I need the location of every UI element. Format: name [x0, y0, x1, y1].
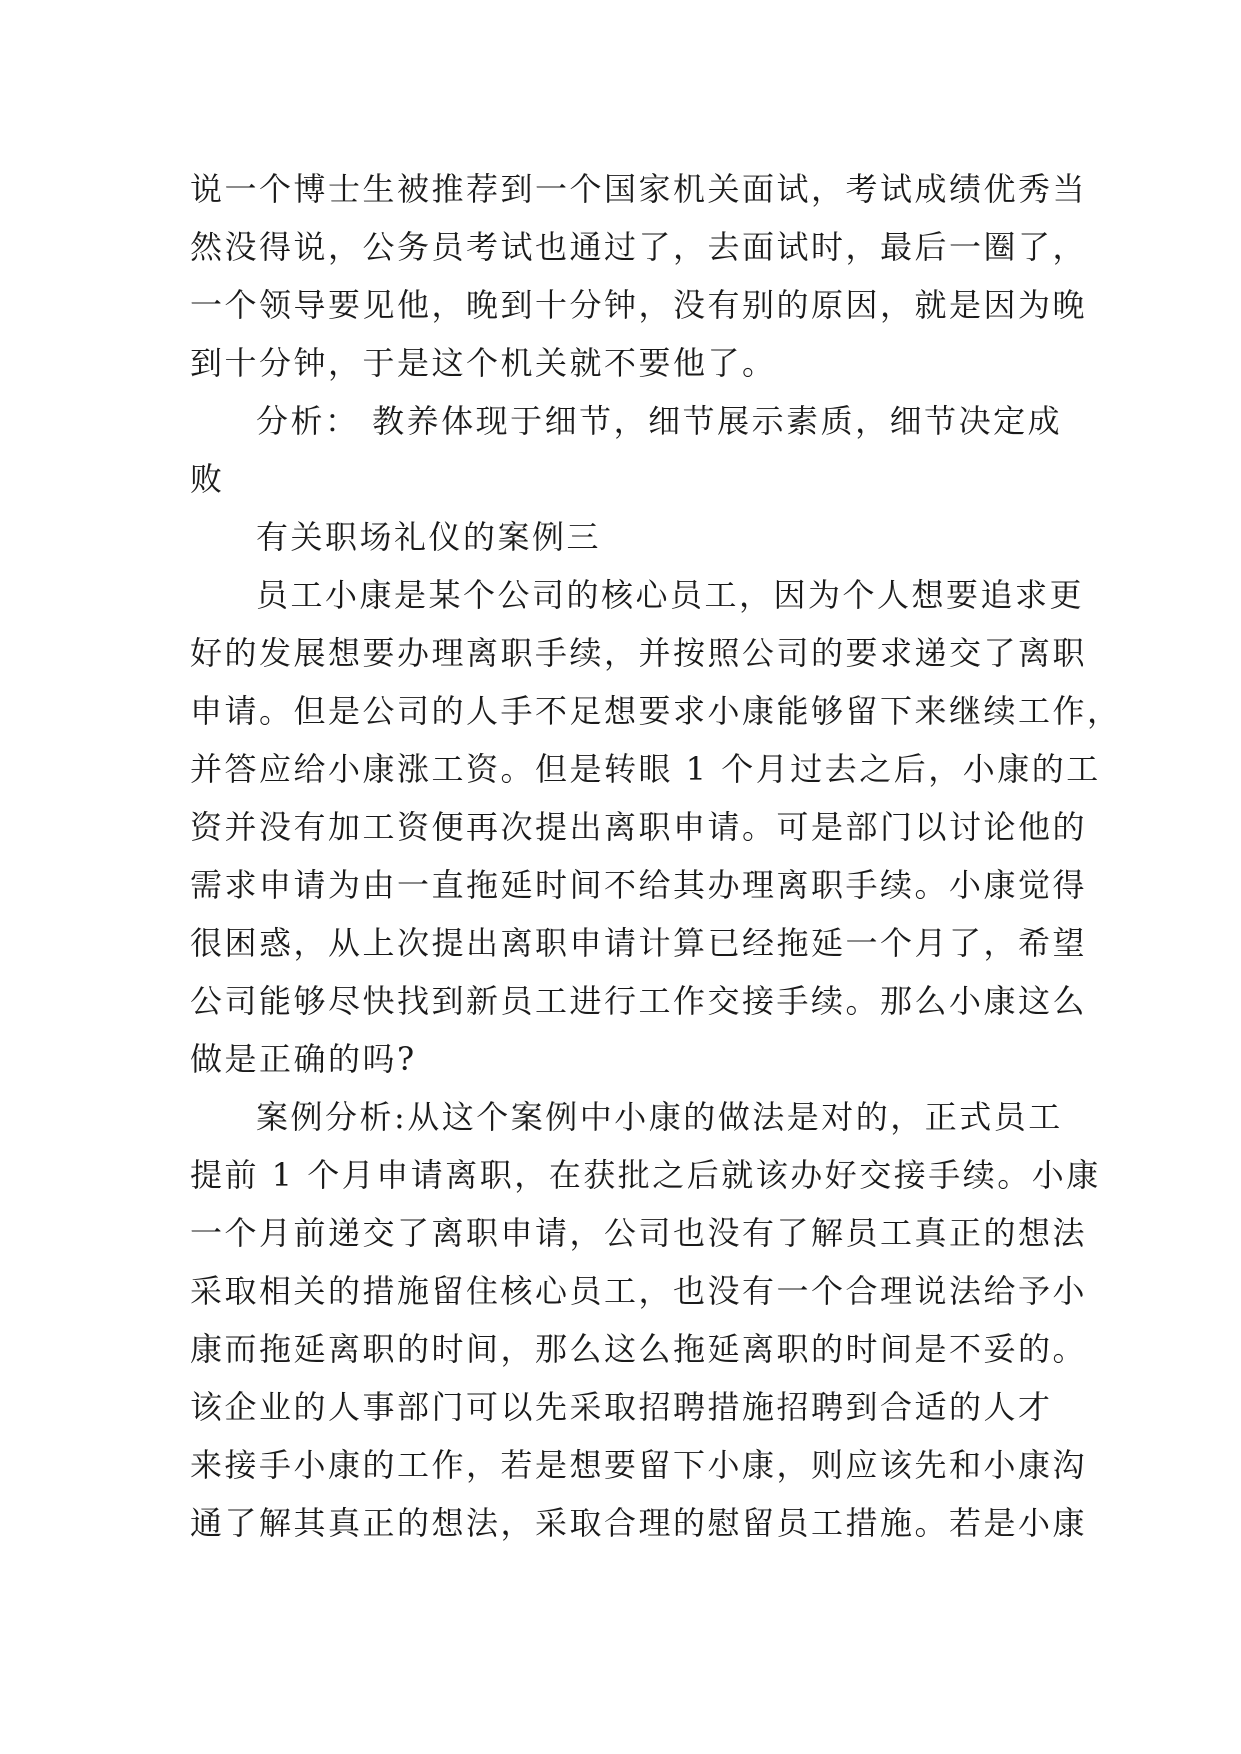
- text-line: 一个月前递交了离职申请，公司也没有了解员工真正的想法: [190, 1214, 1088, 1252]
- text-line: 该企业的人事部门可以先采取招聘措施招聘到合适的人才: [190, 1388, 1053, 1426]
- text-line: 申请。但是公司的人手不足想要求小康能够留下来继续工作，: [190, 692, 1122, 730]
- text-line: 康而拖延离职的时间，那么这么拖延离职的时间是不妥的。: [190, 1330, 1088, 1368]
- text-line: 来接手小康的工作，若是想要留下小康，则应该先和小康沟: [190, 1446, 1088, 1484]
- section-heading: 有关职场礼仪的案例三: [256, 518, 602, 556]
- text-line: 一个领导要见他，晚到十分钟，没有别的原因，就是因为晚: [190, 286, 1088, 324]
- document-body: [190, 160, 1122, 1552]
- text-line: 好的发展想要办理离职手续，并按照公司的要求递交了离职: [190, 634, 1088, 672]
- text-line: 采取相关的措施留住核心员工，也没有一个合理说法给予小: [190, 1272, 1088, 1310]
- text-line: 需求申请为由一直拖延时间不给其办理离职手续。小康觉得: [190, 866, 1088, 904]
- text-line: 然没得说，公务员考试也通过了，去面试时，最后一圈了，: [190, 228, 1088, 266]
- text-line: 说一个博士生被推荐到一个国家机关面试，考试成绩优秀当: [190, 170, 1088, 208]
- text-line: 并答应给小康涨工资。但是转眼 1 个月过去之后，小康的工: [190, 750, 1101, 788]
- text-line: 通了解其真正的想法，采取合理的慰留员工措施。若是小康: [190, 1504, 1088, 1542]
- text-line: 到十分钟，于是这个机关就不要他了。: [190, 344, 777, 382]
- text-line: 提前 1 个月申请离职，在获批之后就该办好交接手续。小康: [190, 1156, 1101, 1194]
- text-line: 很困惑，从上次提出离职申请计算已经拖延一个月了，希望: [190, 924, 1088, 962]
- analysis-line: 分析： 教养体现于细节，细节展示素质，细节决定成: [256, 402, 1063, 440]
- text-line: 做是正确的吗?: [190, 1040, 417, 1078]
- text-line: 公司能够尽快找到新员工进行工作交接手续。那么小康这么: [190, 982, 1088, 1020]
- text-line: 案例分析:从这个案例中小康的做法是对的，正式员工: [256, 1098, 1063, 1136]
- text-line: 资并没有加工资便再次提出离职申请。可是部门以讨论他的: [190, 808, 1088, 846]
- text-line: 败: [190, 460, 225, 498]
- text-line: 员工小康是某个公司的核心员工，因为个人想要追求更: [256, 576, 1085, 614]
